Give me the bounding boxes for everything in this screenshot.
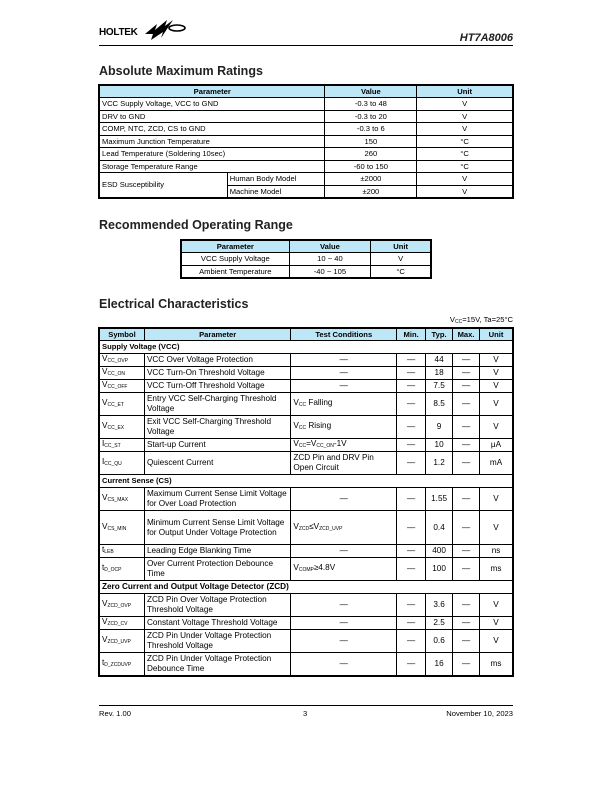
test-condition-cell: — — [291, 488, 397, 511]
parameter-cell: VCC Turn-On Threshold Voltage — [144, 367, 290, 380]
col-header-symbol: Symbol — [100, 329, 145, 341]
symbol-subscript: CC_EX — [107, 425, 125, 431]
col-header: Value — [325, 86, 417, 98]
col-header-min: Min. — [397, 329, 426, 341]
value-cell: ±2000 — [325, 173, 417, 186]
max-cell: — — [453, 617, 480, 630]
parameter-cell: ZCD Pin Over Voltage Protection Threshold Voltage — [144, 594, 290, 617]
min-cell: — — [397, 452, 426, 475]
table-header-row — [100, 329, 513, 341]
rec-op-table — [181, 240, 431, 278]
param-cell: VCC Supply Voltage — [182, 253, 290, 266]
value-cell: 10 ~ 40 — [289, 253, 371, 266]
symbol-subscript: D_OCP — [104, 567, 122, 573]
test-condition-cell — [291, 439, 397, 452]
symbol-subscript: CC_OFF — [107, 384, 128, 390]
parameter-cell: ZCD Pin Under Voltage Protection Threshold Voltage — [144, 630, 290, 653]
max-cell: — — [453, 380, 480, 393]
unit-cell: V — [480, 380, 513, 393]
min-cell: — — [397, 545, 426, 558]
col-header-parameter: Parameter — [144, 329, 290, 341]
symbol-cell — [100, 545, 145, 558]
symbol-subscript: LEB — [104, 549, 114, 555]
table-row — [100, 488, 513, 511]
table-row — [100, 393, 513, 416]
unit-cell: V — [480, 488, 513, 511]
symbol-base: I — [102, 457, 105, 466]
param-cell: Lead Temperature (Soldering 10sec) — [100, 148, 325, 161]
test-condition-cell: — — [291, 653, 397, 676]
cond-symbol: V — [293, 563, 299, 572]
test-condition-cell: — — [291, 354, 397, 367]
typ-cell: 44 — [426, 354, 453, 367]
symbol-cell — [100, 617, 145, 630]
test-condition-cell — [291, 393, 397, 416]
typ-cell: 8.5 — [426, 393, 453, 416]
parameter-cell: Exit VCC Self-Charging Threshold Voltage — [144, 416, 290, 439]
unit-cell: ns — [480, 545, 513, 558]
symbol-subscript: CC_ON — [107, 371, 125, 377]
table-row — [100, 367, 513, 380]
cond-v: V — [449, 315, 455, 324]
table-row — [100, 173, 513, 186]
cond-symbol: V — [293, 521, 299, 531]
test-condition-cell: — — [291, 545, 397, 558]
unit-cell: ms — [480, 653, 513, 676]
min-cell: — — [397, 380, 426, 393]
unit-cell: V — [480, 354, 513, 367]
parameter-cell: VCC Over Voltage Protection — [144, 354, 290, 367]
typ-cell: 1.55 — [426, 488, 453, 511]
table-row — [100, 110, 513, 123]
test-condition-cell: — — [291, 617, 397, 630]
value-cell: -0.3 to 48 — [325, 98, 417, 111]
elec-title: Electrical Characteristics — [99, 297, 249, 311]
unit-cell: V — [480, 594, 513, 617]
cond-rest: =15V, Ta=25°C — [462, 315, 513, 324]
symbol-cell — [100, 488, 145, 511]
parameter-cell: Over Current Protection Debounce Time — [144, 558, 290, 581]
logo-wing-icon — [143, 16, 189, 42]
symbol-base: V — [102, 380, 108, 389]
cond-text: -1V — [333, 439, 347, 448]
unit-cell: V — [480, 393, 513, 416]
typ-cell: 3.6 — [426, 594, 453, 617]
symbol-cell — [100, 380, 145, 393]
abs-max-table — [99, 85, 513, 198]
parameter-cell: Start-up Current — [144, 439, 290, 452]
unit-cell: V — [417, 173, 513, 186]
max-cell: — — [453, 630, 480, 653]
elec-char-table — [99, 328, 513, 676]
min-cell: — — [397, 617, 426, 630]
symbol-base: V — [102, 367, 108, 376]
part-number: HT7A8006 — [459, 32, 513, 44]
value-cell: -60 to 150 — [325, 160, 417, 173]
max-cell: — — [453, 416, 480, 439]
test-condition-cell: — — [291, 594, 397, 617]
test-condition-cell: — — [291, 380, 397, 393]
typ-cell: 100 — [426, 558, 453, 581]
symbol-cell — [100, 511, 145, 545]
date: November 10, 2023 — [446, 709, 513, 718]
test-condition-cell — [291, 511, 397, 545]
parameter-cell: Quiescent Current — [144, 452, 290, 475]
table-row — [100, 653, 513, 676]
col-header-test-conditions: Test Conditions — [291, 329, 397, 341]
min-cell: — — [397, 594, 426, 617]
parameter-cell: Entry VCC Self-Charging Threshold Voltage — [144, 393, 290, 416]
min-cell: — — [397, 354, 426, 367]
symbol-cell — [100, 452, 145, 475]
parameter-cell: VCC Turn-Off Threshold Voltage — [144, 380, 290, 393]
table-row — [100, 594, 513, 617]
param-cell: Storage Temperature Range — [100, 160, 325, 173]
unit-cell: V — [417, 98, 513, 111]
param-cell: VCC Supply Voltage, VCC to GND — [100, 98, 325, 111]
symbol-cell — [100, 630, 145, 653]
cond-symbol: V — [293, 398, 299, 407]
min-cell: — — [397, 653, 426, 676]
unit-cell: μA — [480, 439, 513, 452]
group-label: Zero Current and Output Voltage Detector (ZCD) — [100, 581, 513, 594]
symbol-base: V — [102, 354, 108, 363]
symbol-subscript: CC_QU — [104, 461, 122, 467]
cond-subscript: CC — [298, 425, 307, 431]
sub-param-cell: Human Body Model — [227, 173, 325, 186]
sub-param-cell: Machine Model — [227, 185, 325, 198]
symbol-base: V — [102, 617, 108, 626]
parameter-cell: Constant Voltage Threshold Voltage — [144, 617, 290, 630]
max-cell: — — [453, 545, 480, 558]
symbol-cell — [100, 367, 145, 380]
value-cell: ±200 — [325, 185, 417, 198]
table-row — [100, 511, 513, 545]
unit-cell: V — [480, 630, 513, 653]
unit-cell: °C — [417, 160, 513, 173]
page-number: 3 — [303, 709, 308, 718]
param-cell: Ambient Temperature — [182, 265, 290, 278]
min-cell: — — [397, 488, 426, 511]
symbol-cell — [100, 354, 145, 367]
param-cell: ESD Susceptibility — [100, 173, 228, 198]
symbol-base: V — [102, 599, 108, 608]
symbol-base: t — [102, 545, 105, 554]
min-cell: — — [397, 630, 426, 653]
table-row — [100, 452, 513, 475]
test-condition-cell — [291, 558, 397, 581]
symbol-base: V — [102, 421, 108, 430]
symbol-subscript: CC_ST — [104, 443, 121, 449]
table-row — [182, 265, 431, 278]
col-header: Value — [289, 241, 371, 253]
test-condition-cell: ZCD Pin and DRV Pin Open Circuit — [291, 452, 397, 475]
typ-cell: 2.5 — [426, 617, 453, 630]
group-row — [100, 581, 513, 594]
table-row — [100, 160, 513, 173]
table-row — [100, 380, 513, 393]
value-cell: 260 — [325, 148, 417, 161]
symbol-base: V — [102, 398, 108, 407]
cond-subscript: ZCD_UVP — [319, 525, 343, 532]
col-header: Parameter — [182, 241, 290, 253]
symbol-subscript: CS_MIN — [107, 525, 127, 532]
col-header: Unit — [371, 241, 431, 253]
max-cell: — — [453, 488, 480, 511]
symbol-cell — [100, 594, 145, 617]
min-cell: — — [397, 393, 426, 416]
group-label: Current Sense (CS) — [100, 475, 513, 488]
min-cell: — — [397, 367, 426, 380]
cond-subscript: CC — [298, 443, 307, 449]
symbol-subscript: CC_ET — [107, 402, 124, 408]
max-cell: — — [453, 367, 480, 380]
max-cell: — — [453, 558, 480, 581]
symbol-cell — [100, 439, 145, 452]
header-divider — [99, 45, 513, 46]
abs-max-title: Absolute Maximum Ratings — [99, 64, 263, 78]
min-cell: — — [397, 439, 426, 452]
col-header-max: Max. — [453, 329, 480, 341]
logo-text: HOLTEK — [99, 27, 138, 38]
unit-cell: °C — [371, 265, 431, 278]
unit-cell: V — [371, 253, 431, 266]
max-cell: — — [453, 393, 480, 416]
value-cell: 150 — [325, 135, 417, 148]
symbol-base: V — [102, 493, 108, 502]
table-row — [100, 630, 513, 653]
symbol-base: t — [102, 563, 105, 572]
min-cell: — — [397, 416, 426, 439]
unit-cell: V — [480, 511, 513, 545]
table-row — [100, 545, 513, 558]
cond-subscript: CC — [298, 402, 307, 408]
footer-divider — [99, 705, 513, 706]
symbol-subscript: ZCD_OVP — [107, 603, 132, 609]
unit-cell: mA — [480, 452, 513, 475]
rec-op-title: Recommended Operating Range — [99, 218, 293, 232]
max-cell: — — [453, 439, 480, 452]
min-cell: — — [397, 558, 426, 581]
symbol-base: I — [102, 439, 105, 448]
table-row — [100, 617, 513, 630]
unit-cell: V — [417, 123, 513, 136]
value-cell: -0.3 to 6 — [325, 123, 417, 136]
group-label: Supply Voltage (VCC) — [100, 341, 513, 354]
col-header: Parameter — [100, 86, 325, 98]
table-row — [100, 148, 513, 161]
parameter-cell: Minimum Current Sense Limit Voltage for Output Under Voltage Protection — [144, 511, 290, 545]
table-row — [100, 123, 513, 136]
typ-cell: 9 — [426, 416, 453, 439]
table-row — [100, 439, 513, 452]
table-row — [100, 416, 513, 439]
col-header-unit: Unit — [480, 329, 513, 341]
table-row — [100, 98, 513, 111]
table-row — [182, 253, 431, 266]
symbol-base: t — [102, 658, 105, 667]
cond-text: ≥4.8V — [313, 563, 336, 572]
typ-cell: 400 — [426, 545, 453, 558]
table-row — [100, 558, 513, 581]
value-cell: -40 ~ 105 — [289, 265, 371, 278]
typ-cell: 10 — [426, 439, 453, 452]
cond-symbol: ≤V — [309, 521, 320, 531]
param-cell: Maximum Junction Temperature — [100, 135, 325, 148]
unit-cell: °C — [417, 148, 513, 161]
holtek-logo — [99, 16, 189, 42]
table-header-row — [182, 241, 431, 253]
symbol-cell — [100, 416, 145, 439]
parameter-cell: Maximum Current Sense Limit Voltage for Over Load Protection — [144, 488, 290, 511]
symbol-subscript: CC_OVP — [107, 358, 129, 364]
unit-cell: V — [417, 110, 513, 123]
typ-cell: 18 — [426, 367, 453, 380]
cond-symbol: =V — [306, 439, 317, 448]
test-condition-cell — [291, 416, 397, 439]
test-condition-cell: — — [291, 367, 397, 380]
max-cell: — — [453, 452, 480, 475]
unit-cell: V — [480, 617, 513, 630]
typ-cell: 7.5 — [426, 380, 453, 393]
symbol-subscript: CS_MAX — [107, 497, 129, 503]
symbol-cell — [100, 393, 145, 416]
param-cell: DRV to GND — [100, 110, 325, 123]
cond-symbol: V — [293, 439, 299, 448]
col-header: Unit — [417, 86, 513, 98]
cond-text: Rising — [306, 421, 332, 430]
test-conditions-note — [450, 315, 513, 325]
cond-text: Falling — [306, 398, 333, 407]
max-cell: — — [453, 653, 480, 676]
max-cell: — — [453, 511, 480, 545]
cond-subscript: COMP — [298, 567, 314, 573]
max-cell: — — [453, 594, 480, 617]
typ-cell: 0.4 — [426, 511, 453, 545]
cond-sub: CC — [455, 319, 463, 325]
symbol-cell — [100, 653, 145, 676]
symbol-subscript: ZCD_CV — [107, 621, 128, 627]
col-header-typ: Typ. — [426, 329, 453, 341]
table-header-row — [100, 86, 513, 98]
revision: Rev. 1.00 — [99, 709, 131, 718]
parameter-cell: Leading Edge Blanking Time — [144, 545, 290, 558]
group-row — [100, 341, 513, 354]
symbol-subscript: D_ZCDUVP — [104, 662, 132, 668]
cond-subscript: ZCD — [298, 525, 310, 532]
max-cell: — — [453, 354, 480, 367]
unit-cell: ms — [480, 558, 513, 581]
unit-cell: V — [480, 416, 513, 439]
typ-cell: 1.2 — [426, 452, 453, 475]
cond-subscript: CC_ON — [316, 443, 334, 449]
typ-cell: 16 — [426, 653, 453, 676]
symbol-subscript: ZCD_UVP — [107, 639, 131, 645]
unit-cell: °C — [417, 135, 513, 148]
table-row — [100, 354, 513, 367]
symbol-cell — [100, 558, 145, 581]
unit-cell: V — [417, 185, 513, 198]
parameter-cell: ZCD Pin Under Voltage Protection Debounce Time — [144, 653, 290, 676]
table-row — [100, 135, 513, 148]
test-condition-cell: — — [291, 630, 397, 653]
param-cell: COMP, NTC, ZCD, CS to GND — [100, 123, 325, 136]
symbol-base: V — [102, 521, 108, 531]
group-row — [100, 475, 513, 488]
symbol-base: V — [102, 635, 108, 644]
unit-cell: V — [480, 367, 513, 380]
typ-cell: 0.6 — [426, 630, 453, 653]
value-cell: -0.3 to 20 — [325, 110, 417, 123]
cond-symbol: V — [293, 421, 299, 430]
min-cell: — — [397, 511, 426, 545]
